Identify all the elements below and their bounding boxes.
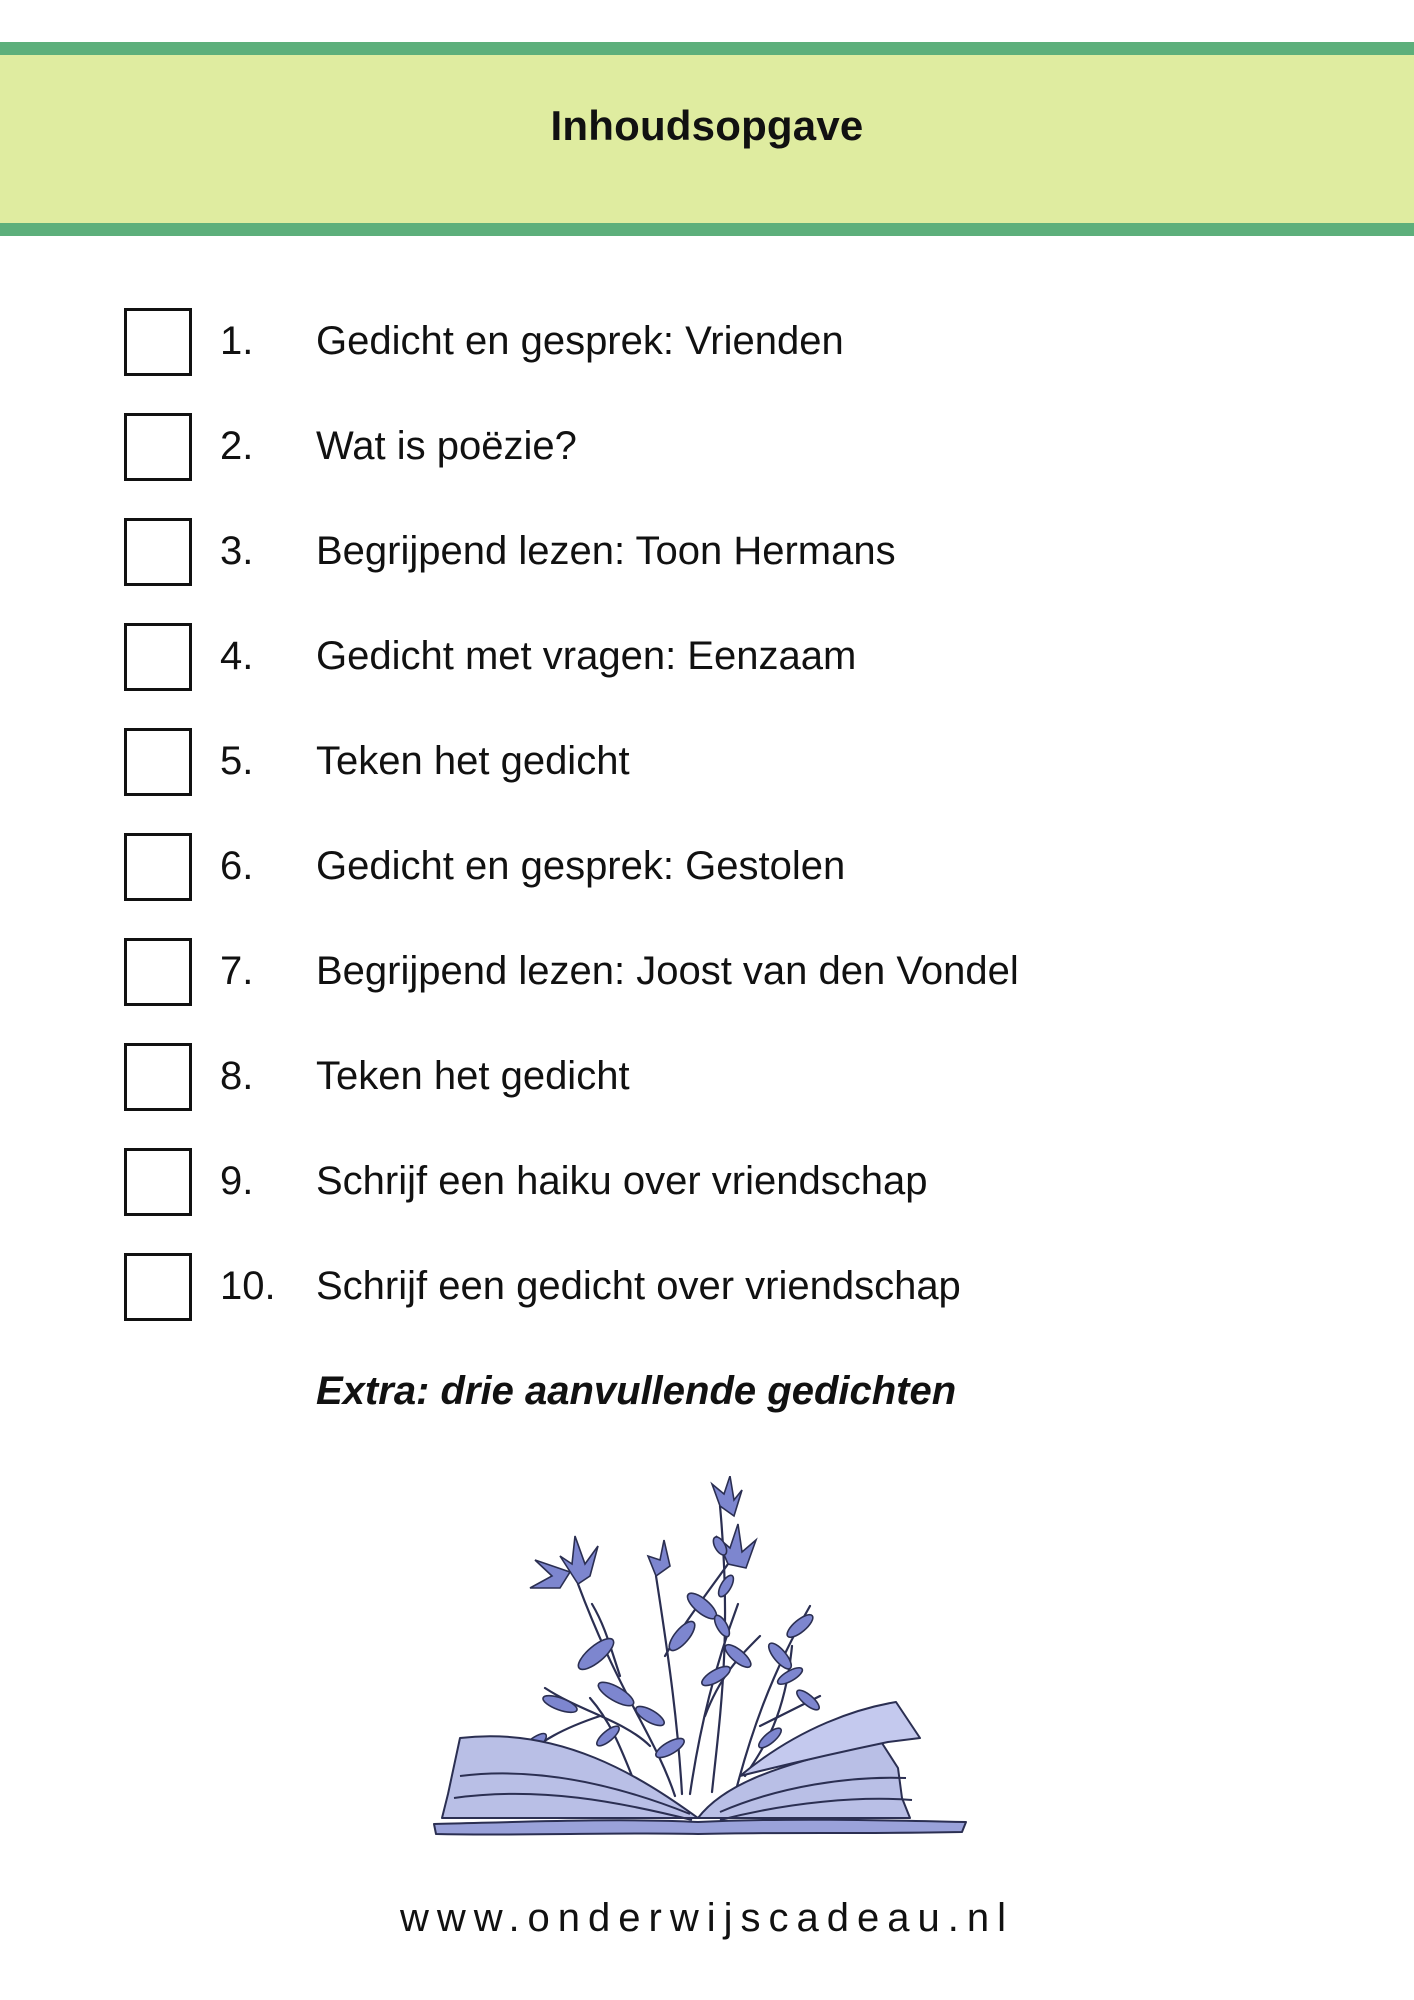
item-number: 2.	[220, 424, 254, 468]
checkbox[interactable]	[124, 518, 192, 586]
item-label: Schrijf een gedicht over vriendschap	[316, 1264, 961, 1308]
header-band	[0, 42, 1414, 236]
item-number: 1.	[220, 319, 254, 363]
item-label: Gedicht en gesprek: Vrienden	[316, 319, 844, 363]
list-item	[0, 510, 1414, 615]
item-label: Gedicht en gesprek: Gestolen	[316, 844, 846, 888]
item-label: Begrijpend lezen: Toon Hermans	[316, 529, 896, 573]
checkbox[interactable]	[124, 1253, 192, 1321]
item-number: 3.	[220, 529, 254, 573]
item-label: Gedicht met vragen: Eenzaam	[316, 634, 857, 678]
checkbox[interactable]	[124, 1148, 192, 1216]
item-number: 4.	[220, 634, 254, 678]
list-item	[0, 1245, 1414, 1350]
flower-leaves	[501, 1476, 822, 1779]
page-title: Inhoudsopgave	[550, 102, 864, 149]
checkbox[interactable]	[124, 623, 192, 691]
open-book-with-flowers-icon	[420, 1476, 980, 1836]
list-item	[0, 930, 1414, 1035]
list-item	[0, 1140, 1414, 1245]
checkbox[interactable]	[124, 938, 192, 1006]
list-item	[0, 405, 1414, 510]
checkbox[interactable]	[124, 1043, 192, 1111]
list-item	[0, 1035, 1414, 1140]
item-label: Teken het gedicht	[316, 1054, 630, 1098]
item-number: 5.	[220, 739, 254, 783]
footer-url[interactable]: www.onderwijscadeau.nl	[399, 1896, 1014, 1940]
checkbox[interactable]	[124, 833, 192, 901]
list-item	[0, 615, 1414, 720]
checkbox[interactable]	[124, 308, 192, 376]
list-item	[0, 720, 1414, 825]
table-of-contents	[0, 300, 1414, 1350]
item-number: 8.	[220, 1054, 254, 1098]
checkbox[interactable]	[124, 728, 192, 796]
list-item	[0, 825, 1414, 930]
checkbox[interactable]	[124, 413, 192, 481]
item-label: Teken het gedicht	[316, 739, 630, 783]
book	[434, 1702, 966, 1835]
item-number: 10.	[220, 1264, 276, 1308]
item-number: 6.	[220, 844, 254, 888]
item-number: 9.	[220, 1159, 254, 1203]
item-label: Schrijf een haiku over vriendschap	[316, 1159, 928, 1203]
item-number: 7.	[220, 949, 254, 993]
extra-note: Extra: drie aanvullende gedichten	[316, 1369, 957, 1413]
item-label: Begrijpend lezen: Joost van den Vondel	[316, 949, 1019, 993]
item-label: Wat is poëzie?	[316, 424, 577, 468]
list-item	[0, 300, 1414, 405]
